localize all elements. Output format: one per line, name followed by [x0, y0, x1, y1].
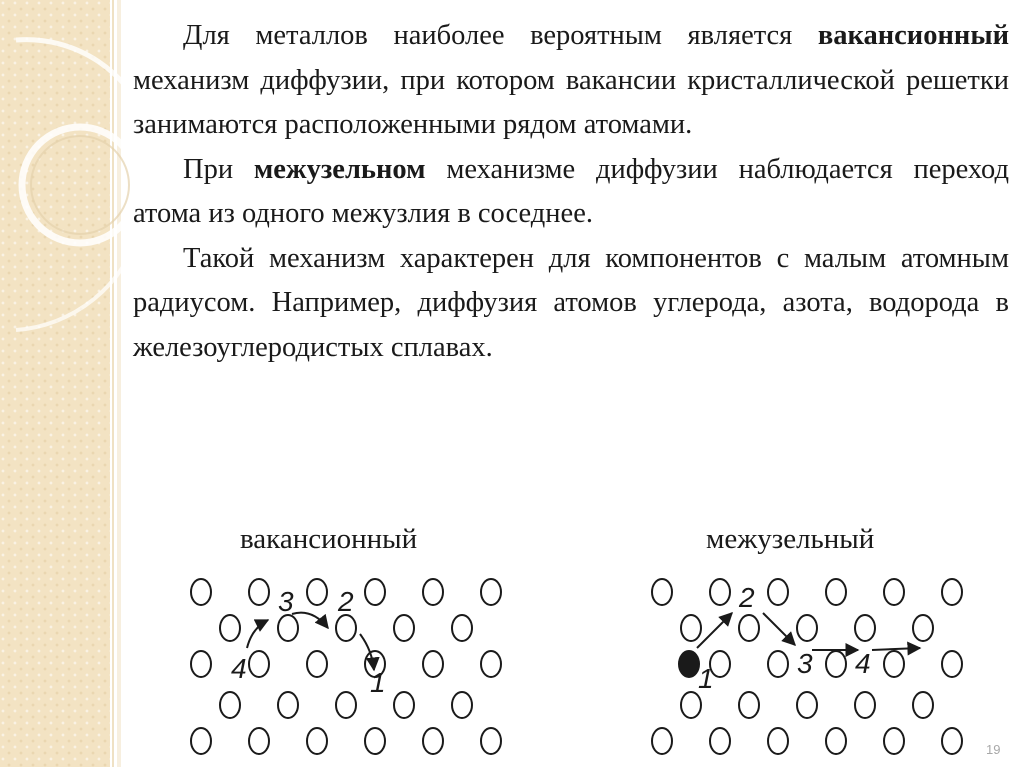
paragraph-text: Для металлов наиболее вероятным является — [183, 20, 818, 51]
vacancy-atom — [191, 651, 211, 677]
interstitial-atom — [826, 579, 846, 605]
interstitial-atom — [768, 728, 788, 754]
vacancy-atom — [191, 579, 211, 605]
interstitial-atom — [826, 728, 846, 754]
interstitial-atom — [681, 692, 701, 718]
vacancy-atom — [452, 692, 472, 718]
interstitial-atom — [797, 615, 817, 641]
vacancy-label-2: 2 — [338, 586, 354, 617]
interstitial-atom — [913, 615, 933, 641]
paragraph-text: Такой механизм характерен для компонентов с малым атомным радиусом. Например, диффузия атомов углерода, азота, водорода в железоуглеродистых сплавах. — [133, 242, 1009, 363]
interstitial-arrow-2-3 — [763, 613, 795, 645]
vacancy-atom — [336, 615, 356, 641]
interstitial-arrow-1-2 — [697, 613, 732, 648]
vacancy-atom — [481, 651, 501, 677]
vacancy-atom — [394, 692, 414, 718]
interstitial-atom — [739, 692, 759, 718]
vacancy-atom — [365, 728, 385, 754]
vacancy-atom — [365, 579, 385, 605]
interstitial-atom — [768, 651, 788, 677]
interstitial-atom — [942, 728, 962, 754]
vacancy-atom — [481, 728, 501, 754]
interstitial-atom — [855, 615, 875, 641]
vacancy-atom — [220, 692, 240, 718]
vacancy-arrow-4-3 — [247, 620, 268, 648]
interstitial-label-4: 4 — [855, 648, 871, 679]
vacancy-atom — [249, 728, 269, 754]
vacancy-atom — [452, 615, 472, 641]
interstitial-label-1: 1 — [698, 663, 714, 694]
interstitial-atom — [710, 728, 730, 754]
vacancy-atom — [278, 615, 298, 641]
vacancy-atom — [278, 692, 298, 718]
vacancy-atom — [220, 615, 240, 641]
vacancy-label-4: 4 — [231, 653, 247, 684]
vacancy-atom — [191, 728, 211, 754]
interstitial-atom — [884, 651, 904, 677]
interstitial-atom — [797, 692, 817, 718]
vacancy-atom — [249, 579, 269, 605]
interstitial-atom — [826, 651, 846, 677]
vacancy-atom — [481, 579, 501, 605]
vacancy-label-1: 1 — [370, 667, 386, 698]
vacancy-atom — [307, 579, 327, 605]
interstitial-atom — [855, 692, 875, 718]
interstitial-atom — [942, 579, 962, 605]
interstitial-interstitial-atom — [679, 651, 699, 677]
interstitial-arrow-4-5 — [872, 648, 920, 650]
interstitial-atom — [913, 692, 933, 718]
interstitial-atom — [652, 728, 672, 754]
diagram-title-interstitial: межузельный — [706, 523, 875, 555]
interstitial-label-3: 3 — [797, 648, 813, 679]
interstitial-atom — [652, 579, 672, 605]
paragraph-text: При — [183, 153, 254, 185]
interstitial-atom — [884, 728, 904, 754]
vacancy-atom — [336, 692, 356, 718]
interstitial-atom — [884, 579, 904, 605]
interstitial-atom — [739, 615, 759, 641]
interstitial-label-2: 2 — [739, 582, 755, 613]
paragraph-text: механизме диффузии наблюдается переход атома из одного межузлия в соседнее. — [133, 153, 1009, 229]
interstitial-atom — [710, 579, 730, 605]
vacancy-atom — [249, 651, 269, 677]
vacancy-atom — [394, 615, 414, 641]
term-vacancy: вакансионный — [817, 20, 1009, 51]
vacancy-atom — [423, 651, 443, 677]
term-interstitial: межузельном — [253, 153, 426, 185]
interstitial-atom — [768, 579, 788, 605]
interstitial-atom — [681, 615, 701, 641]
vacancy-label-3: 3 — [278, 586, 294, 617]
vacancy-atom — [307, 651, 327, 677]
vacancy-atom — [423, 579, 443, 605]
paragraph-text: механизм диффузии, при котором вакансии кристаллической решетки занимаются расположенными рядом атомами. — [133, 64, 1009, 140]
diagram-title-vacancy: вакансионный — [240, 523, 418, 555]
interstitial-atom — [942, 651, 962, 677]
vacancy-atom — [307, 728, 327, 754]
vacancy-atom — [423, 728, 443, 754]
slide-number: 19 — [986, 742, 1001, 757]
